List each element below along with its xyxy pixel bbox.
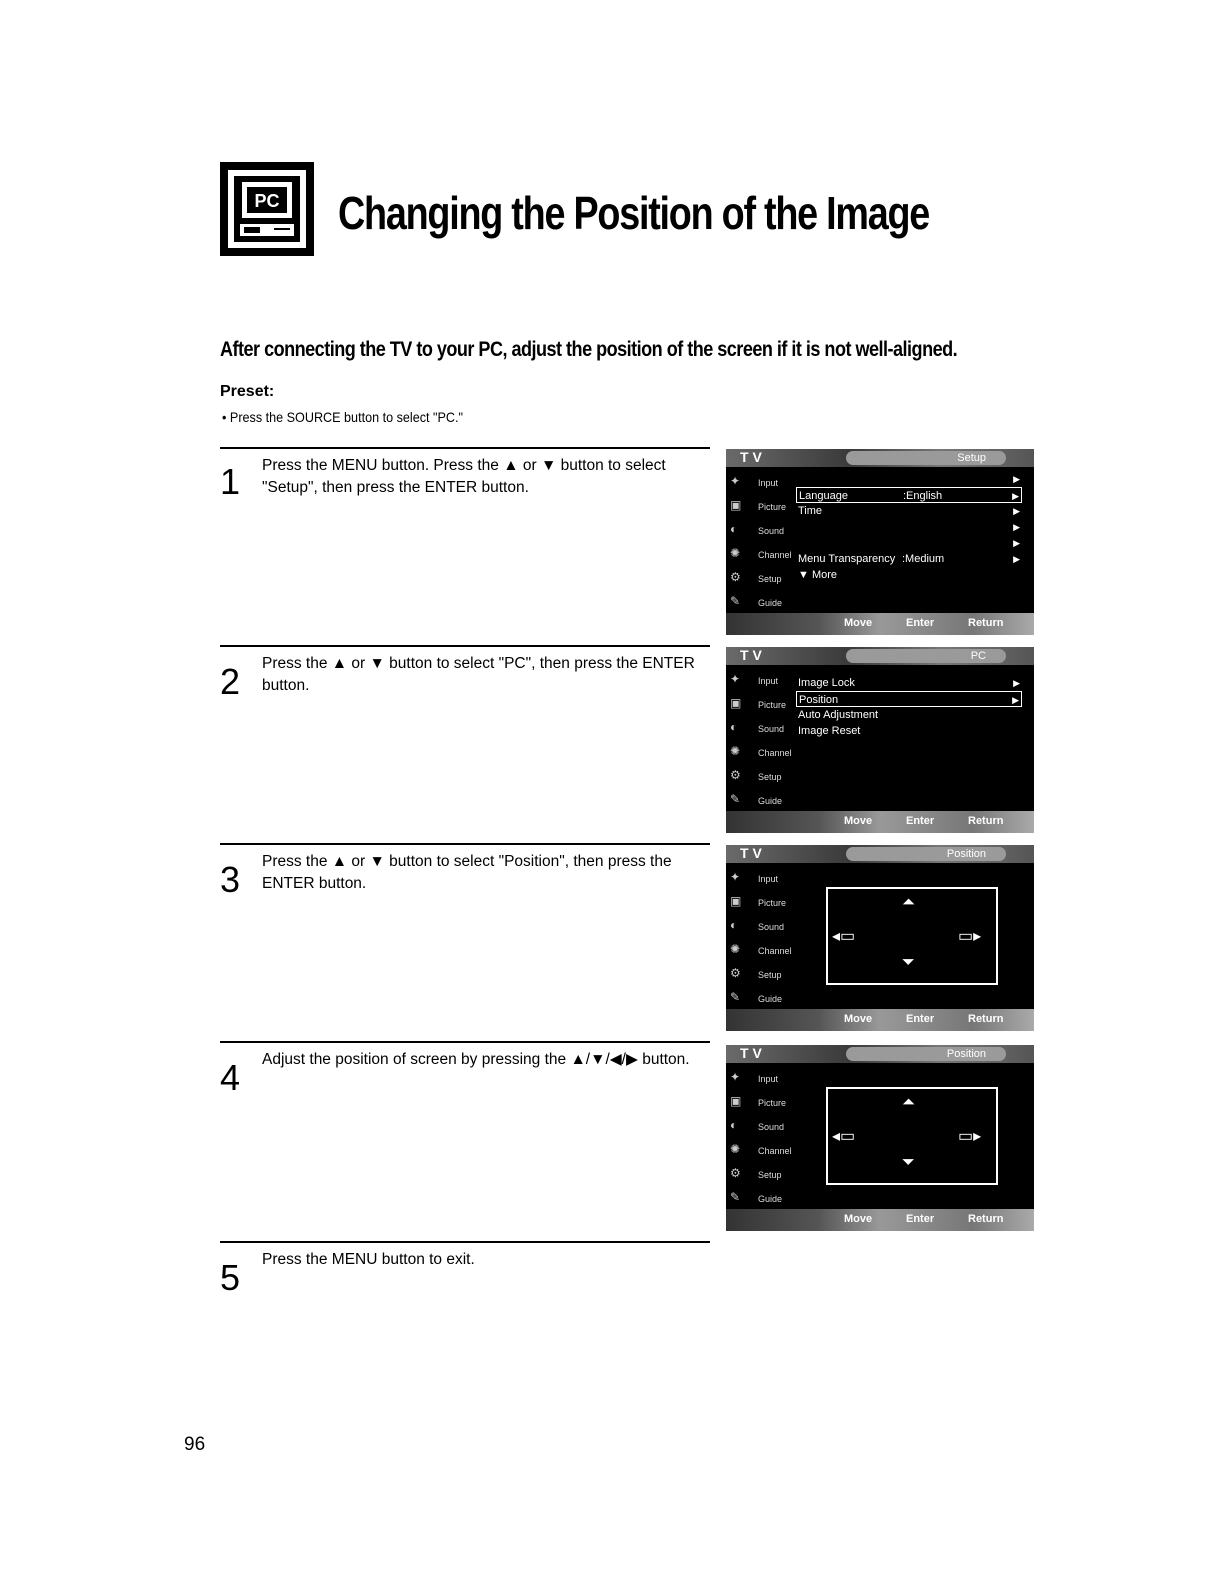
osd-screen-setup [726, 449, 1034, 635]
osd-row-time: Time ▶ [798, 505, 1020, 517]
osd-side-setup: ⚙ Setup [730, 1166, 782, 1180]
osd-side-guide: ✎ Guide [730, 1190, 783, 1204]
osd-side-picture: ▣ Picture [730, 696, 787, 710]
osd-side-input: ✦ Input [730, 474, 779, 488]
step-number: 4 [220, 1057, 241, 1098]
osd-side-guide: ✎ Guide [730, 792, 783, 806]
input-icon: ✦ [730, 870, 741, 884]
osd-side-setup: ⚙ Setup [730, 768, 782, 782]
osd-side-picture: ▣ Picture [730, 498, 787, 512]
picture-icon: ▣ [730, 696, 742, 710]
osd-side-setup: ⚙ Setup [730, 570, 782, 584]
osd-legend-move: Move [844, 1013, 873, 1025]
osd-title-bar [726, 647, 1034, 665]
move-up-icon: ⏶ [902, 894, 915, 911]
osd-legend-move: Move [844, 617, 873, 629]
osd-legend-bar [726, 1009, 1034, 1031]
page-title: Changing the Position of the Image [338, 187, 930, 239]
osd-side-channel: ✺ Channel [730, 546, 792, 560]
osd-row-menu-transparency: Menu Transparency :Medium ▶ [798, 553, 1020, 565]
osd-menu-title: Position [846, 847, 1006, 861]
osd-menu-title: PC [846, 649, 1006, 663]
osd-side-channel: ✺ Channel [730, 1142, 792, 1156]
osd-screen-pc [726, 647, 1034, 833]
osd-side-sound: ◐ Sound [730, 918, 785, 932]
position-adjust-frame [826, 1087, 998, 1185]
channel-icon: ✺ [730, 1142, 741, 1156]
osd-side-guide: ✎ Guide [730, 990, 783, 1004]
osd-row-auto-adjustment: Auto Adjustment [798, 709, 879, 721]
step-divider [220, 447, 710, 449]
step-text: Press the ▲ or ▼ button to select "Position", then press the ENTER button. [262, 853, 672, 892]
osd-menu-list [796, 675, 1022, 739]
osd-row-more: ▼ More [798, 569, 838, 581]
osd-legend-enter: Enter [906, 1013, 935, 1025]
osd-row: ▶ [1013, 474, 1020, 484]
osd-legend-return: Return [968, 1213, 1004, 1225]
osd-row-image-reset: Image Reset [798, 725, 861, 737]
step-divider [220, 1041, 710, 1043]
move-right-icon: ▭▸ [958, 1128, 982, 1145]
svg-text:PC: PC [254, 191, 280, 211]
step-divider [220, 843, 710, 845]
input-icon: ✦ [730, 672, 741, 686]
channel-icon: ✺ [730, 546, 741, 560]
move-down-icon: ⏷ [902, 954, 915, 971]
preset-label: Preset: [220, 383, 275, 400]
osd-side-sound: ◐ Sound [730, 522, 785, 536]
guide-icon: ✎ [730, 792, 741, 806]
osd-legend-return: Return [968, 617, 1004, 629]
osd-title-bar [726, 1045, 1034, 1063]
osd-side-input: ✦ Input [730, 672, 779, 686]
osd-menu-title: Setup [846, 451, 1006, 465]
osd-title-bar [726, 449, 1034, 467]
osd-row-image-lock: Image Lock ▶ [798, 677, 1020, 689]
picture-icon: ▣ [730, 1094, 742, 1108]
osd-tv-label: T V [740, 1045, 762, 1061]
osd-side-picture: ▣ Picture [730, 1094, 787, 1108]
osd-menu-list [796, 471, 1022, 583]
osd-tv-label: T V [740, 845, 762, 861]
sound-icon: ◐ [730, 918, 738, 932]
guide-icon: ✎ [730, 594, 741, 608]
osd-legend-bar [726, 1209, 1034, 1231]
step-text: Press the ▲ or ▼ button to select "PC", then press the ENTER button. [262, 655, 695, 694]
osd-legend-return: Return [968, 815, 1004, 827]
osd-side-sound: ◐ Sound [730, 720, 785, 734]
osd-side-input: ✦ Input [730, 870, 779, 884]
osd-menu-title: Position [846, 1047, 1006, 1061]
pc-section-icon [220, 162, 314, 256]
osd-legend-enter: Enter [906, 617, 935, 629]
osd-tv-label: T V [740, 647, 762, 663]
step-number: 1 [220, 461, 241, 502]
osd-tv-label: T V [740, 449, 762, 465]
input-icon: ✦ [730, 474, 741, 488]
osd-title-bar [726, 845, 1034, 863]
osd-row-position: Position ▶ [796, 691, 1022, 707]
step-text: Press the MENU button. Press the ▲ or ▼ button to select "Setup", then press the ENTER button. [262, 457, 666, 496]
osd-legend-enter: Enter [906, 815, 935, 827]
osd-side-channel: ✺ Channel [730, 942, 792, 956]
step-number: 2 [220, 661, 241, 702]
move-right-icon: ▭▸ [958, 928, 982, 945]
setup-icon: ⚙ [730, 1166, 741, 1180]
step-text: Adjust the position of screen by pressing the ▲/▼/◀/▶ button. [262, 1051, 690, 1068]
osd-row: ▶ [1013, 522, 1020, 532]
intro-text: After connecting the TV to your PC, adjust the position of the screen if it is not well-aligned. [220, 338, 958, 361]
osd-legend-bar [726, 811, 1034, 833]
osd-side-picture: ▣ Picture [730, 894, 787, 908]
osd-row: ▶ [1013, 538, 1020, 548]
osd-screen-position-adjust [726, 1045, 1034, 1231]
osd-legend-enter: Enter [906, 1213, 935, 1225]
guide-icon: ✎ [730, 1190, 741, 1204]
guide-icon: ✎ [730, 990, 741, 1004]
channel-icon: ✺ [730, 744, 741, 758]
sound-icon: ◐ [730, 522, 738, 536]
osd-legend-bar [726, 613, 1034, 635]
setup-icon: ⚙ [730, 768, 741, 782]
picture-icon: ▣ [730, 498, 742, 512]
osd-legend-return: Return [968, 1013, 1004, 1025]
page-number: 96 [184, 1434, 206, 1455]
osd-side-channel: ✺ Channel [730, 744, 792, 758]
setup-icon: ⚙ [730, 966, 741, 980]
preset-item-text: Press the SOURCE button to select "PC." [229, 409, 463, 425]
move-down-icon: ⏷ [902, 1154, 915, 1171]
osd-side-guide: ✎ Guide [730, 594, 783, 608]
osd-sidebar [726, 471, 792, 615]
setup-icon: ⚙ [730, 570, 741, 584]
picture-icon: ▣ [730, 894, 742, 908]
osd-sidebar [726, 867, 792, 1011]
osd-side-sound: ◐ Sound [730, 1118, 785, 1132]
osd-side-input: ✦ Input [730, 1070, 779, 1084]
position-adjust-frame [826, 887, 998, 985]
osd-legend-move: Move [844, 1213, 873, 1225]
channel-icon: ✺ [730, 942, 741, 956]
preset-item: • Press the SOURCE button to select "PC." [222, 409, 463, 425]
move-up-icon: ⏶ [902, 1094, 915, 1111]
move-left-icon: ◂▭ [832, 1128, 856, 1145]
step-divider [220, 645, 710, 647]
osd-side-setup: ⚙ Setup [730, 966, 782, 980]
osd-screen-position [726, 845, 1034, 1031]
sound-icon: ◐ [730, 1118, 738, 1132]
osd-sidebar [726, 1067, 792, 1211]
move-left-icon: ◂▭ [832, 928, 856, 945]
step-number: 3 [220, 859, 241, 900]
osd-legend-move: Move [844, 815, 873, 827]
step-number: 5 [220, 1257, 241, 1298]
osd-sidebar [726, 669, 792, 813]
step-text: Press the MENU button to exit. [262, 1251, 475, 1268]
sound-icon: ◐ [730, 720, 738, 734]
osd-row-language: Language :English ▶ [796, 487, 1022, 503]
input-icon: ✦ [730, 1070, 741, 1084]
step-divider [220, 1241, 710, 1243]
